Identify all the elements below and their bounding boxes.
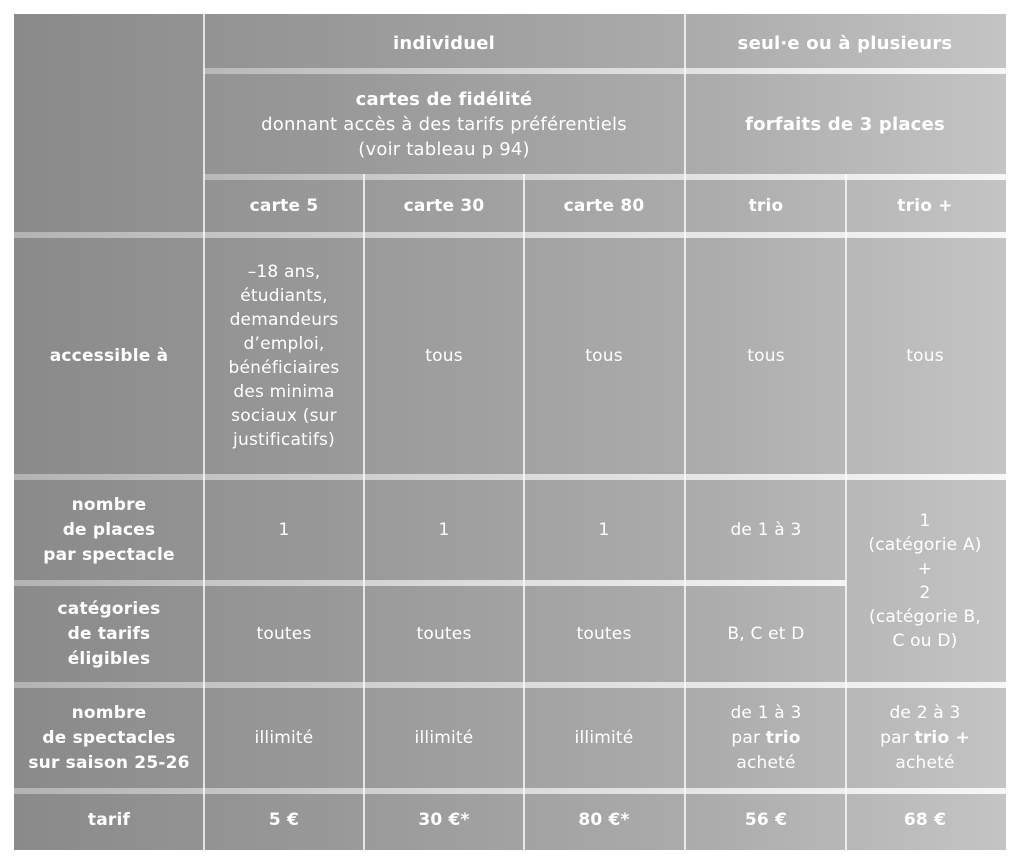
cell-carte30-places: 1	[438, 519, 450, 540]
divider-col-4	[684, 14, 686, 850]
column-header-carte-80: carte 80	[563, 195, 645, 216]
cell-trioplus-spectacles: de 2 à 3 par trio + acheté	[880, 702, 970, 773]
cell-carte80-categories: toutes	[576, 623, 632, 644]
cell-carte30-accessible: tous	[425, 345, 463, 366]
column-header-carte-5: carte 5	[249, 195, 319, 216]
divider-col-3	[523, 174, 525, 850]
cell-trio-accessible: tous	[747, 345, 785, 366]
cell-carte30-categories: toutes	[416, 623, 472, 644]
divider-header-1	[204, 68, 1006, 74]
divider-row-spectacles	[14, 682, 1006, 688]
divider-row-places	[14, 474, 1006, 480]
cell-carte5-accessible: –18 ans, étudiants, demandeurs d’emploi, bénéficiaires des minima sociaux (sur justificatifs)	[228, 262, 340, 450]
price-trio-plus: 68 €	[903, 809, 947, 830]
cell-carte80-accessible: tous	[585, 345, 623, 366]
divider-row-tarif	[14, 788, 1006, 794]
row-label-accessible: accessible à	[49, 345, 169, 366]
cell-trio-categories: B, C et D	[727, 623, 805, 644]
header-forfaits: forfaits de 3 places	[745, 113, 945, 135]
cell-carte80-places: 1	[598, 519, 610, 540]
cell-carte80-spectacles: illimité	[574, 727, 634, 748]
column-header-trio: trio	[748, 195, 784, 216]
divider-col-1	[203, 14, 205, 850]
header-cartes: cartes de fidélité donnant accès à des tarifs préférentiels (voir tableau p 94)	[261, 88, 627, 160]
cell-trio-places: de 1 à 3	[730, 519, 802, 540]
column-header-trio-plus: trio +	[897, 195, 953, 216]
cell-carte5-spectacles: illimité	[254, 727, 314, 748]
divider-col-5	[845, 174, 847, 850]
cell-trioplus-places-categories: 1 (catégorie A) + 2 (catégorie B, C ou D)	[868, 511, 982, 651]
cell-trioplus-accessible: tous	[906, 345, 944, 366]
cell-carte30-spectacles: illimité	[414, 727, 474, 748]
divider-col-2	[363, 174, 365, 850]
cell-carte5-categories: toutes	[256, 623, 312, 644]
row-label-categories: catégories de tarifs éligibles	[57, 598, 161, 669]
row-label-spectacles: nombre de spectacles sur saison 25-26	[28, 702, 190, 773]
cell-carte5-places: 1	[278, 519, 290, 540]
column-header-carte-30: carte 30	[403, 195, 485, 216]
price-carte-30: 30 €*	[418, 809, 470, 830]
row-label-tarif: tarif	[87, 809, 131, 830]
divider-row-categories	[14, 580, 846, 586]
header-group: seul·e ou à plusieurs	[737, 32, 953, 54]
price-carte-80: 80 €*	[578, 809, 630, 830]
divider-row-accessible	[14, 232, 1006, 238]
price-carte-5: 5 €	[268, 809, 300, 830]
price-trio: 56 €	[744, 809, 788, 830]
cell-trio-spectacles: de 1 à 3 par trio acheté	[730, 702, 802, 773]
row-label-places: nombre de places par spectacle	[43, 494, 175, 565]
divider-header-2	[204, 174, 1006, 180]
header-individuel: individuel	[392, 32, 496, 54]
